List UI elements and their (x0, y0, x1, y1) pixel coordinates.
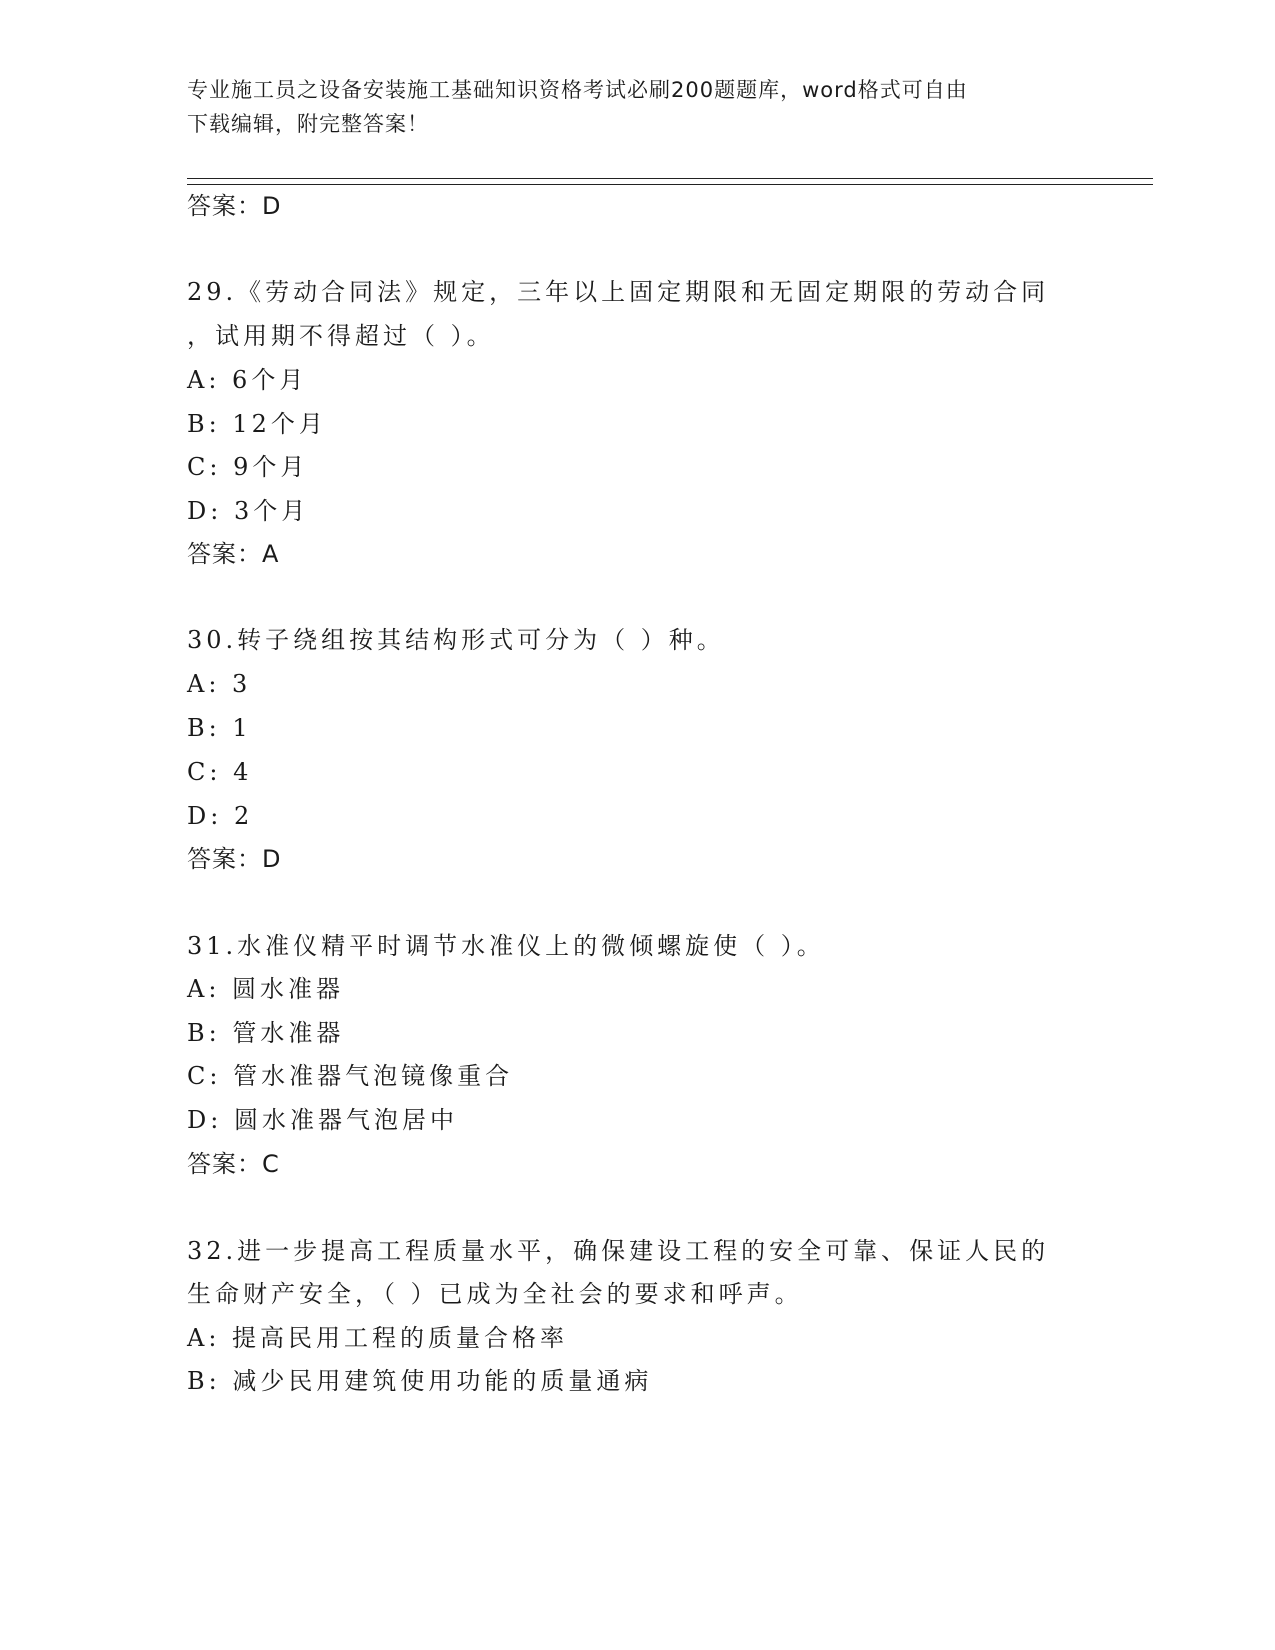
q29-option-a: A: 6个月 (187, 366, 308, 394)
q29-option-b: B: 12个月 (187, 410, 327, 438)
header-line-2: 下载编辑，附完整答案！ (187, 112, 429, 136)
q31-answer: 答案：C (187, 1150, 280, 1178)
q30-option-d: D: 2 (187, 802, 254, 830)
q32-stem-line-1: 32.进一步提高工程质量水平，确保建设工程的安全可靠、保证人民的 (187, 1237, 1050, 1265)
q30-option-b: B: 1 (187, 714, 252, 742)
q30-option-c: C: 4 (187, 758, 253, 786)
q29-answer: 答案：A (187, 540, 280, 568)
header-line-1: 专业施工员之设备安装施工基础知识资格考试必刷200题题库，word格式可自由 (187, 78, 968, 102)
q30-answer: 答案：D (187, 845, 282, 873)
document-header (187, 73, 1067, 141)
q32-option-a: A: 提高民用工程的质量合格率 (187, 1324, 569, 1352)
q32-option-b: B: 减少民用建筑使用功能的质量通病 (187, 1367, 653, 1395)
q31-option-c: C: 管水准器气泡镜像重合 (187, 1062, 514, 1090)
q29-stem-line-2: ，试用期不得超过（ ）。 (187, 322, 495, 350)
q30-option-a: A: 3 (187, 670, 252, 698)
q31-option-b: B: 管水准器 (187, 1019, 345, 1047)
q29-option-c: C: 9个月 (187, 453, 309, 481)
q31-option-a: A: 圆水准器 (187, 975, 345, 1003)
q32-stem-line-2: 生命财产安全，（ ）已成为全社会的要求和呼声。 (187, 1280, 803, 1308)
q29-stem-line-1: 29.《劳动合同法》规定，三年以上固定期限和无固定期限的劳动合同 (187, 278, 1050, 306)
q31-option-d: D: 圆水准器气泡居中 (187, 1106, 458, 1134)
q30-stem: 30.转子绕组按其结构形式可分为（ ）种。 (187, 626, 725, 654)
answer-previous: 答案：D (187, 192, 282, 220)
q29-option-d: D: 3个月 (187, 497, 310, 525)
header-divider-bottom (187, 184, 1153, 185)
q31-stem: 31.水准仪精平时调节水准仪上的微倾螺旋使（ ）。 (187, 932, 825, 960)
header-divider-top (187, 178, 1153, 179)
